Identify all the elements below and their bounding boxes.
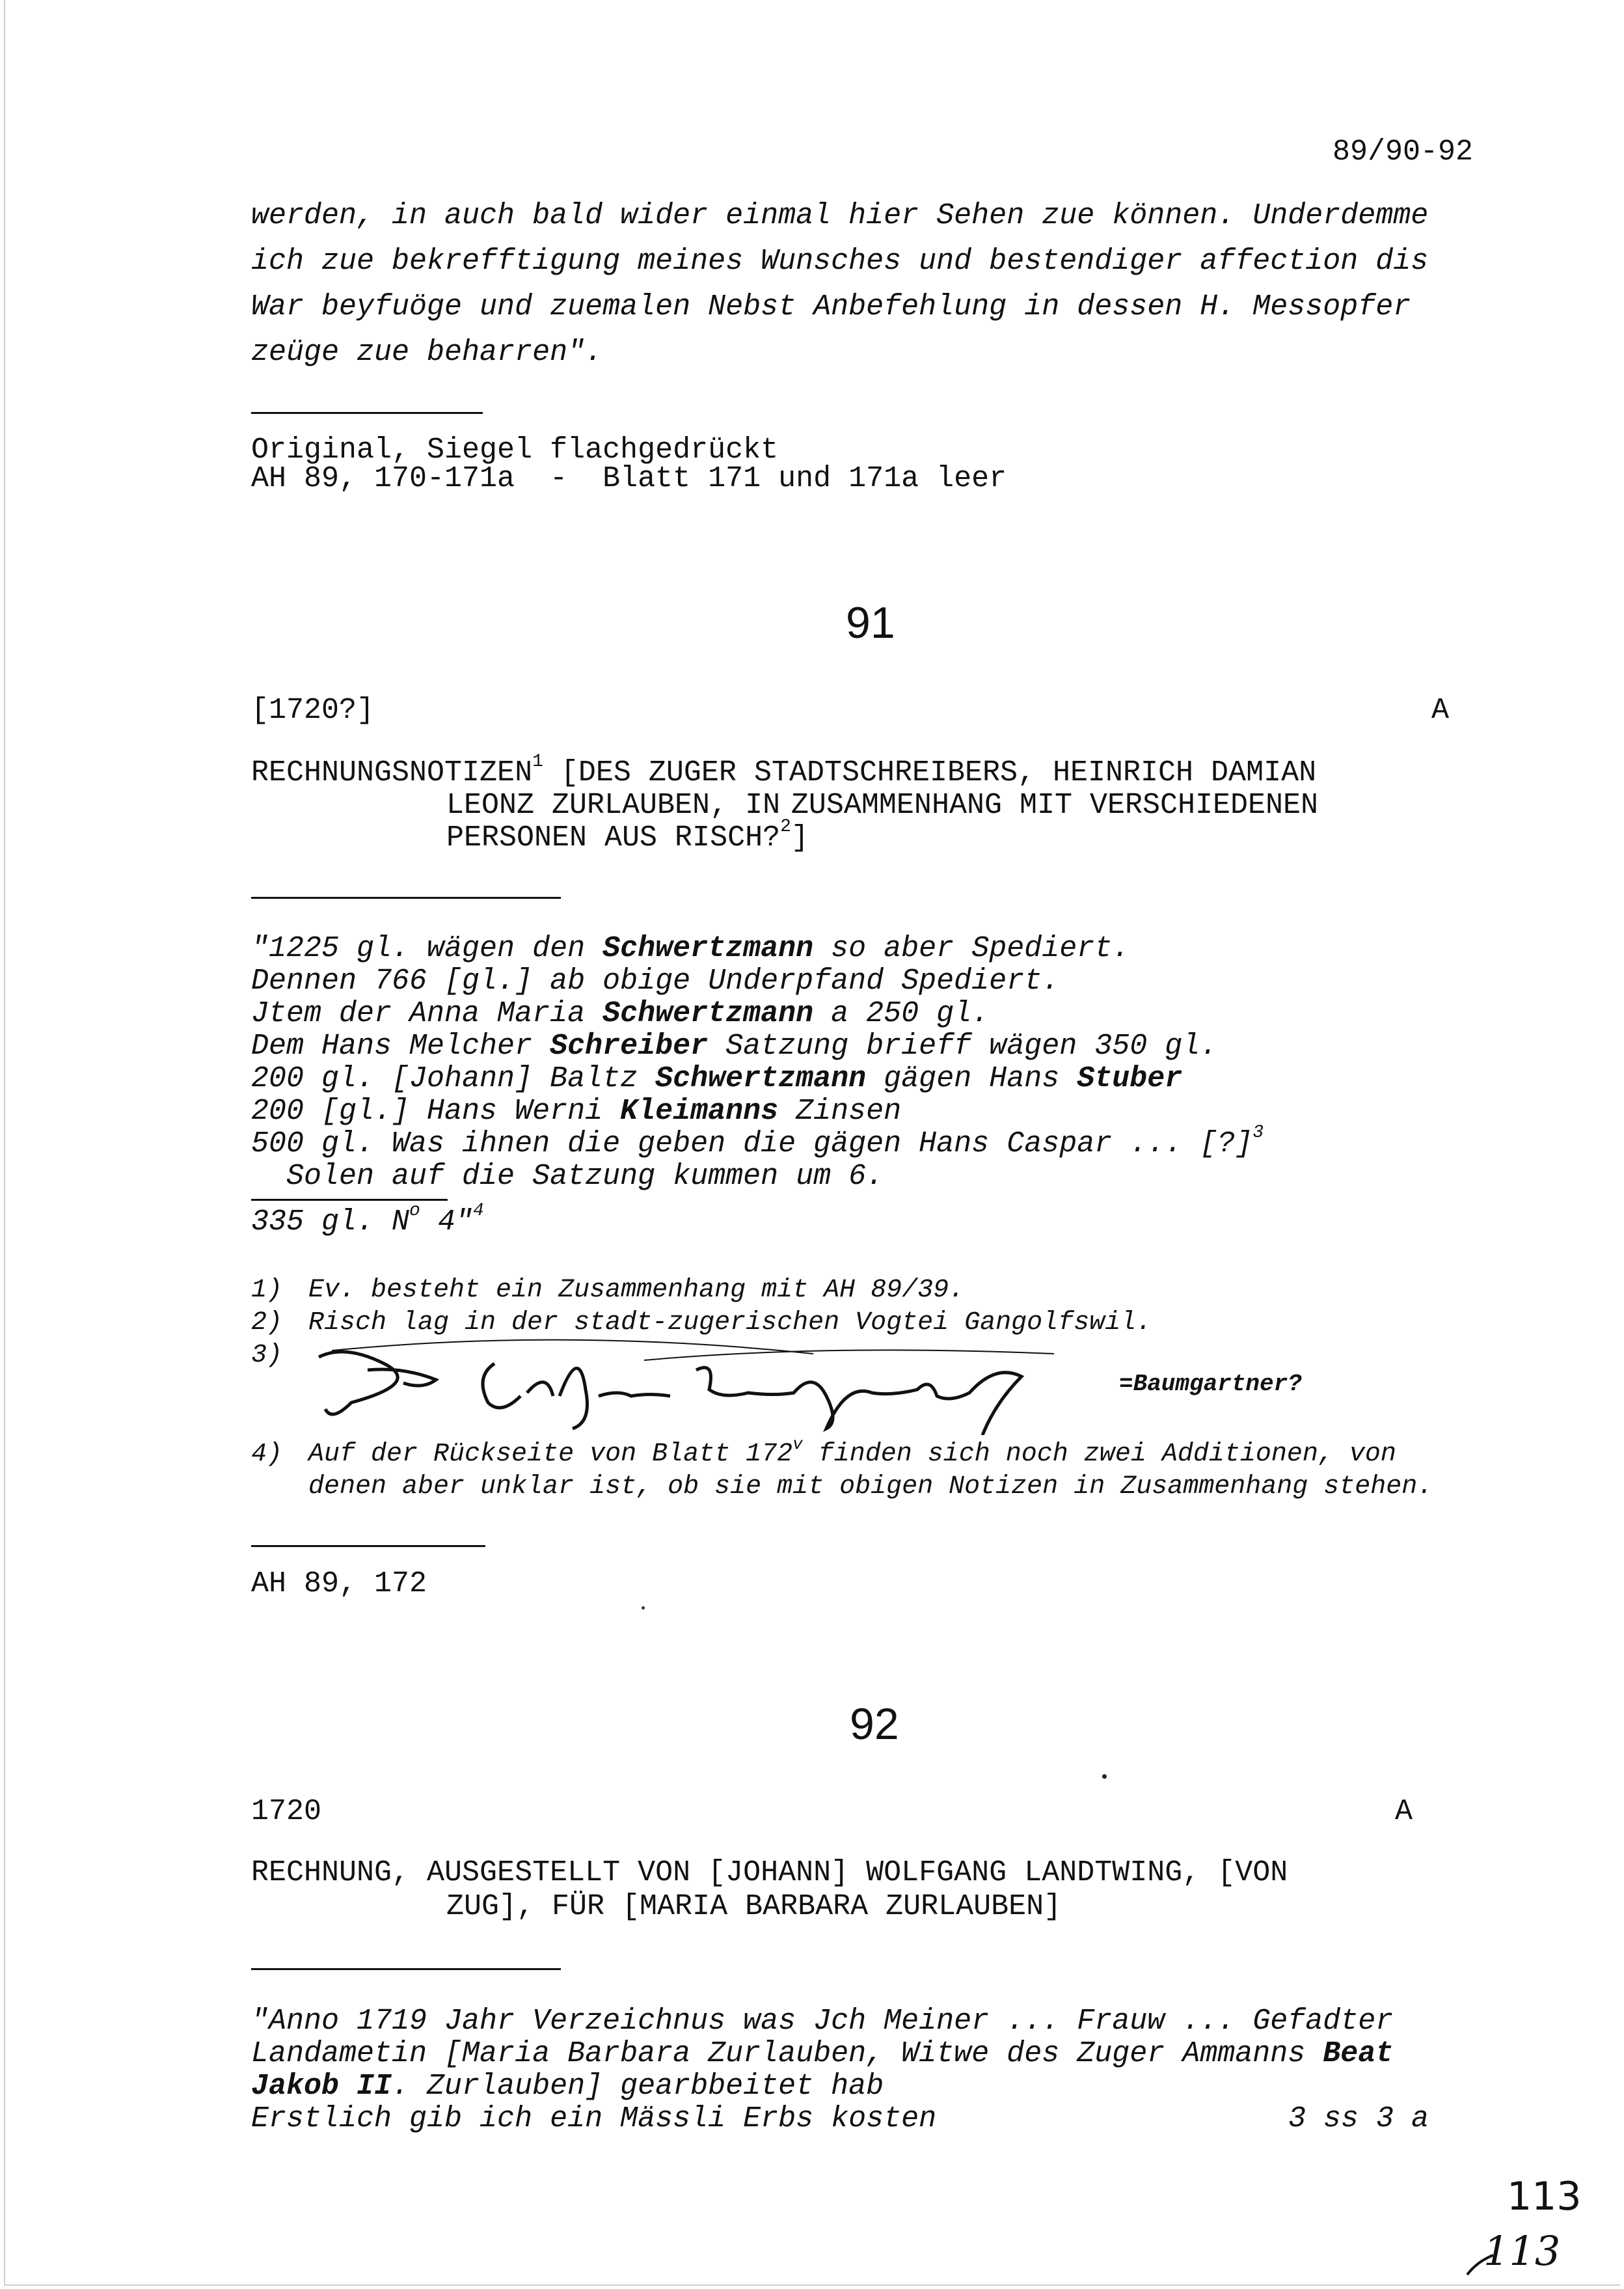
title-text: ZUSAMMENHANG MIT VERSCHIEDENEN	[791, 789, 1319, 822]
scan-speck	[1102, 1774, 1107, 1779]
title-text: PERSONEN AUS RISCH?	[446, 821, 781, 855]
quote-line: Solen auf die Satzung kummen um 6.	[251, 1160, 884, 1193]
quote-line: "Anno 1719 Jahr Verzeichnus was Jch Meiner ... Frauw ... Gefadter	[251, 2005, 1394, 2038]
amount: 3 ss 3 a	[1288, 2102, 1429, 2135]
quote-line: Landametin [Maria Barbara Zurlauben, Witwe des Zuger Ammanns Beat	[251, 2037, 1394, 2070]
continuation-line: ich zue bekrefftigung meines Wunsches und bestendiger affection dis	[251, 245, 1429, 278]
archive-reference: AH 89, 172	[251, 1567, 427, 1600]
document-title	[446, 817, 809, 855]
quote-line: 335 gl. $N^o$ 4"$^4$	[251, 1201, 484, 1239]
separator-rule	[251, 1545, 485, 1547]
footnote-marker: 4	[472, 1201, 484, 1221]
footnote-text: Auf der Rückseite von Blatt 172$^v$ finden sich noch zwei Additionen, von	[308, 1434, 1396, 1469]
document-title	[251, 752, 1317, 789]
title-text: ]	[791, 821, 809, 855]
document-type-letter: A	[1431, 694, 1450, 727]
footnote-number: 4)	[251, 1440, 283, 1469]
footnote-annotation: =Baumgartner?	[1119, 1371, 1302, 1397]
separator-rule	[251, 412, 483, 414]
footnote-marker: 3	[1252, 1123, 1264, 1143]
quote-line: Dem Hans Melcher Schreiber Satzung brieff wägen 350 gl.	[251, 1030, 1218, 1063]
document-title	[446, 789, 1318, 822]
continuation-line: War beyfuöge und zuemalen Nebst Anbefehlung in dessen H. Messopfer	[251, 290, 1411, 323]
quote-line: 200 gl. [Johann] Baltz Schwertzmann gägen Hans Stuber	[251, 1062, 1183, 1095]
folio-handwritten: 113	[1483, 2227, 1561, 2275]
document-title: ZUG], FÜR [MARIA BARBARA ZURLAUBEN]	[446, 1890, 1062, 1923]
document-date: 1720	[251, 1795, 322, 1828]
scan-speck	[642, 1606, 645, 1610]
document-number: 92	[850, 1699, 899, 1749]
title-text: [DES ZUGER STADTSCHREIBERS, HEINRICH DAMIAN	[543, 756, 1317, 789]
quote-line: Jtem der Anna Maria Schwertzmann a 250 gl.	[251, 997, 990, 1030]
title-text: RECHNUNGSNOTIZEN	[251, 756, 533, 789]
title-text: LEONZ ZURLAUBEN, IN	[446, 789, 781, 822]
footnote-text: denen aber unklar ist, ob sie mit obigen Notizen in Zusammenhang stehen.	[308, 1472, 1433, 1501]
document-title: RECHNUNG, AUSGESTELLT VON [JOHANN] WOLFGANG LANDTWING, [VON	[251, 1856, 1288, 1889]
folio-stamp: 113	[1507, 2174, 1582, 2219]
quote-line: Jakob II. Zurlauben] gearbbeitet hab	[251, 2070, 884, 2103]
quote-line: Erstlich gib ich ein Mässli Erbs kosten	[251, 2102, 937, 2135]
signature-image	[306, 1331, 1074, 1435]
footnote-marker: 2	[780, 817, 791, 837]
footnote-text: Ev. besteht ein Zusammenhang mit AH 89/39.	[308, 1276, 965, 1305]
quote-line: Dennen 766 [gl.] ab obige Underpfand Spediert.	[251, 965, 1060, 998]
quote-line: 200 [gl.] Hans Werni Kleimanns Zinsen	[251, 1095, 902, 1128]
source-note: Original, Siegel flachgedrückt	[251, 433, 779, 467]
quote-line: "1225 gl. wägen den Schwertzmann so aber Spediert.	[251, 932, 1130, 965]
quote-line: 500 gl. Was ihnen die geben die gägen Hans Caspar ... [?]$^3$	[251, 1123, 1264, 1160]
archive-reference: AH 89, 170-171a - Blatt 171 und 171a leer	[251, 462, 1007, 495]
document-number: 91	[846, 598, 895, 648]
page-reference: 89/90-92	[1333, 135, 1474, 169]
document-type-letter: A	[1395, 1795, 1413, 1828]
continuation-line: werden, in auch bald wider einmal hier Sehen zue können. Underdemme	[251, 199, 1429, 232]
footnote-number: 1)	[251, 1276, 283, 1305]
separator-rule	[251, 897, 561, 899]
continuation-line: zeüge zue beharren".	[251, 336, 603, 369]
footnote-number: 3)	[251, 1341, 283, 1370]
footnote-text: Risch lag in der stadt-zugerischen Vogtei Gangolfswil.	[308, 1308, 1152, 1337]
footnote-marker: 1	[532, 752, 543, 772]
folio-underline	[1464, 2252, 1496, 2278]
separator-rule	[251, 1968, 561, 1970]
document-date: [1720?]	[251, 694, 375, 727]
footnote-number: 2)	[251, 1308, 283, 1337]
